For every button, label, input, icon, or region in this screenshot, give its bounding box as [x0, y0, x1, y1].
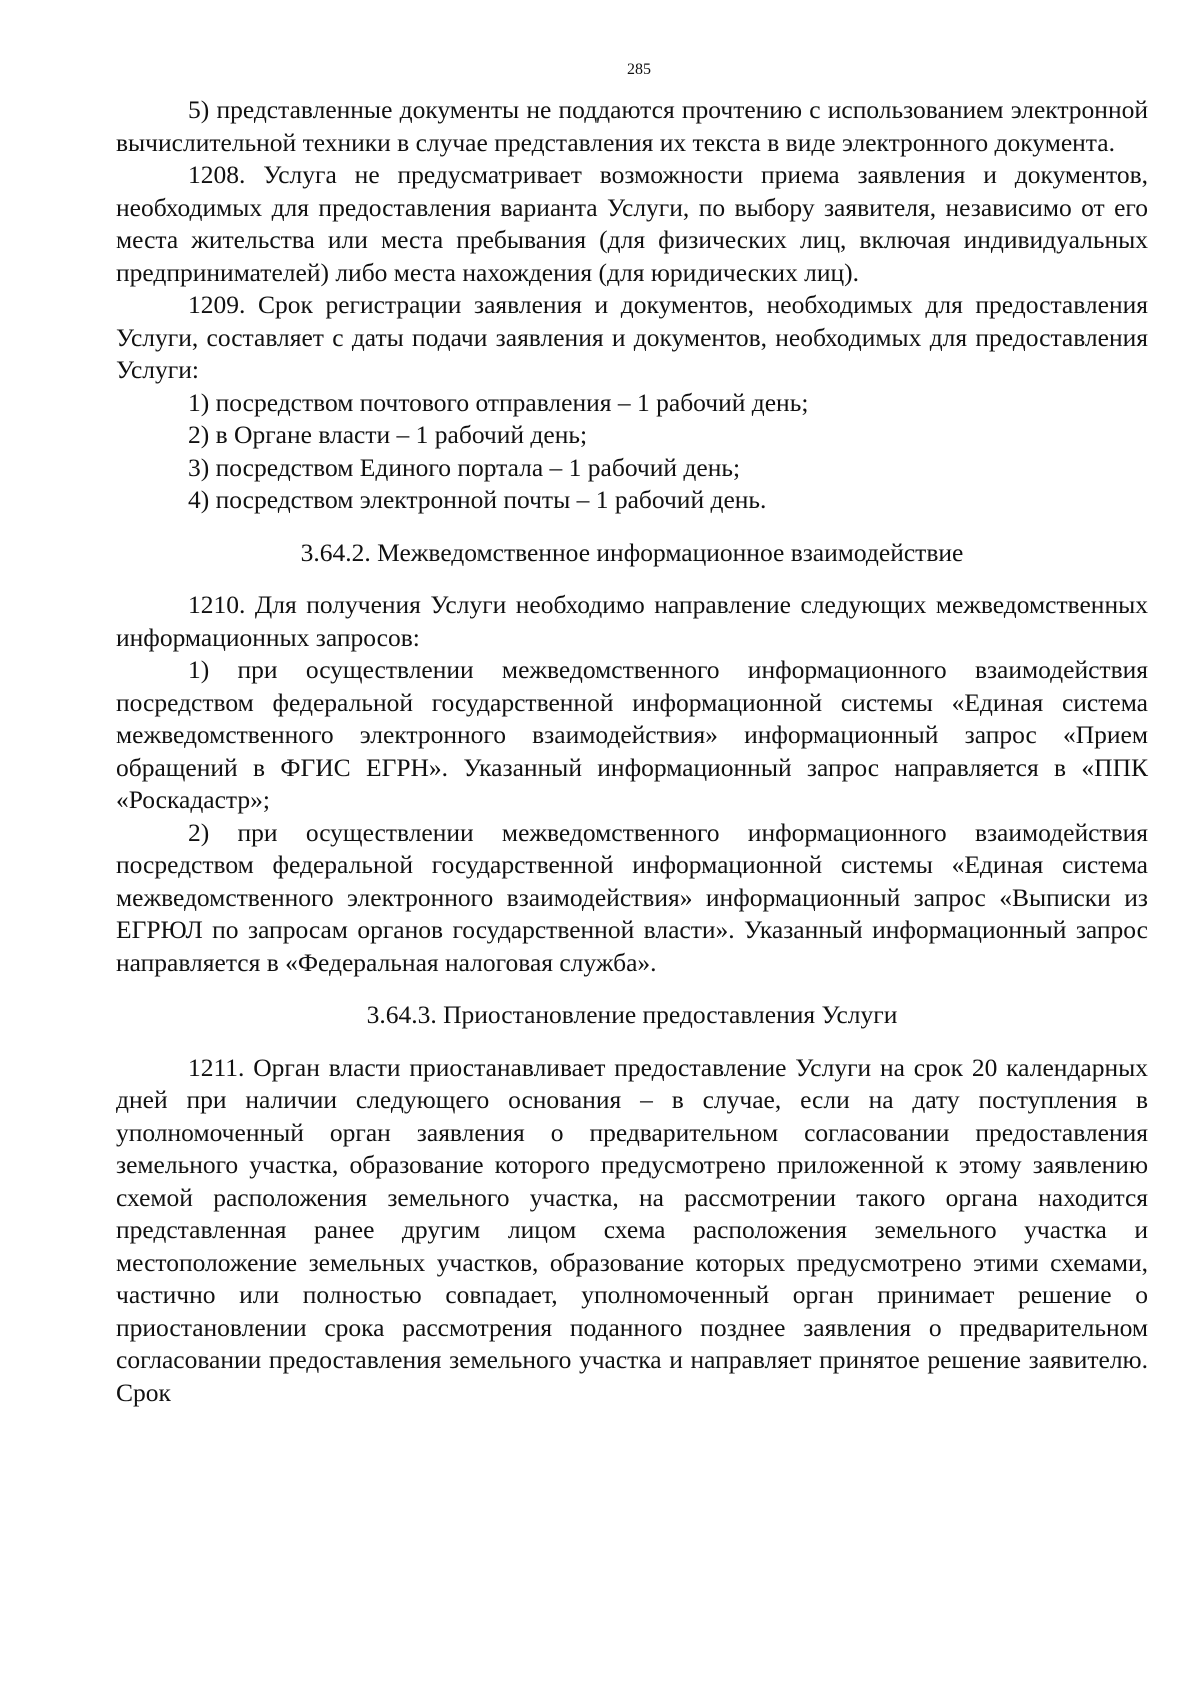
- list-item-egrn-request: 1) при осуществлении межведомственного информационного взаимодействия посредством федеральной государственной информационной системы «Единая система межведомственного электронного взаимодействия» информационный запрос «Прием обращений в ФГИС ЕГРН». Указанный информационный запрос направляется в «ППК «Роскадастр»;: [116, 655, 1148, 814]
- list-item-authority: 2) в Органе власти – 1 рабочий день;: [188, 420, 588, 449]
- document-page: [116, 60, 1148, 1409]
- paragraph-1208: 1208. Услуга не предусматривает возможности приема заявления и документов, необходимых для предоставления варианта Услуги, по выбору заявителя, независимо от его места жительства или места пребывания (для физических лиц, включая индивидуальных предпринимателей) либо места нахождения (для юридических лиц).: [116, 160, 1148, 287]
- paragraph-item-5: 5) представленные документы не поддаются прочтению с использованием электронной вычислительной техники в случае представления их текста в виде электронного документа.: [116, 95, 1148, 157]
- paragraph-1210: 1210. Для получения Услуги необходимо направление следующих межведомственных информационных запросов:: [116, 590, 1148, 652]
- paragraph-1209: 1209. Срок регистрации заявления и документов, необходимых для предоставления Услуги, составляет с даты подачи заявления и документов, необходимых для предоставления Услуги:: [116, 290, 1148, 384]
- list-item-email: 4) посредством электронной почты – 1 рабочий день.: [188, 485, 767, 514]
- list-item-mail: 1) посредством почтового отправления – 1 рабочий день;: [188, 387, 809, 417]
- section-heading-suspension: 3.64.3. Приостановление предоставления Услуги: [366, 1000, 898, 1029]
- list-item-portal: 3) посредством Единого портала – 1 рабочий день;: [188, 452, 741, 482]
- page-number: 285: [627, 61, 651, 78]
- paragraph-1211: 1211. Орган власти приостанавливает предоставление Услуги на срок 20 календарных дней при наличии следующего основания – в случае, если на дату поступления в уполномоченный орган заявления о предварительном согласовании предоставления земельного участка, образование которого предусмотрено приложенной к этому заявлению схемой расположения земельного участка, на рассмотрении такого органа находится представленная ранее другим лицом схема расположения земельного участка и местоположение земельных участков, образование которых предусмотрено этими схемами, частично или полностью совпадает, уполномоченный орган принимает решение о приостановлении срока рассмотрения поданного позднее заявления о предварительном согласовании предоставления земельного участка и направляет принятое решение заявителю. Срок: [116, 1052, 1148, 1407]
- list-item-egrul-request: 2) при осуществлении межведомственного информационного взаимодействия посредством федеральной государственной информационной системы «Единая система межведомственного электронного взаимодействия» информационный запрос «Выписки из ЕГРЮЛ по запросам органов государственной власти». Указанный информационный запрос направляется в «Федеральная налоговая служба».: [116, 817, 1148, 977]
- section-heading-interagency: 3.64.2. Межведомственное информационное взаимодействие: [300, 537, 964, 567]
